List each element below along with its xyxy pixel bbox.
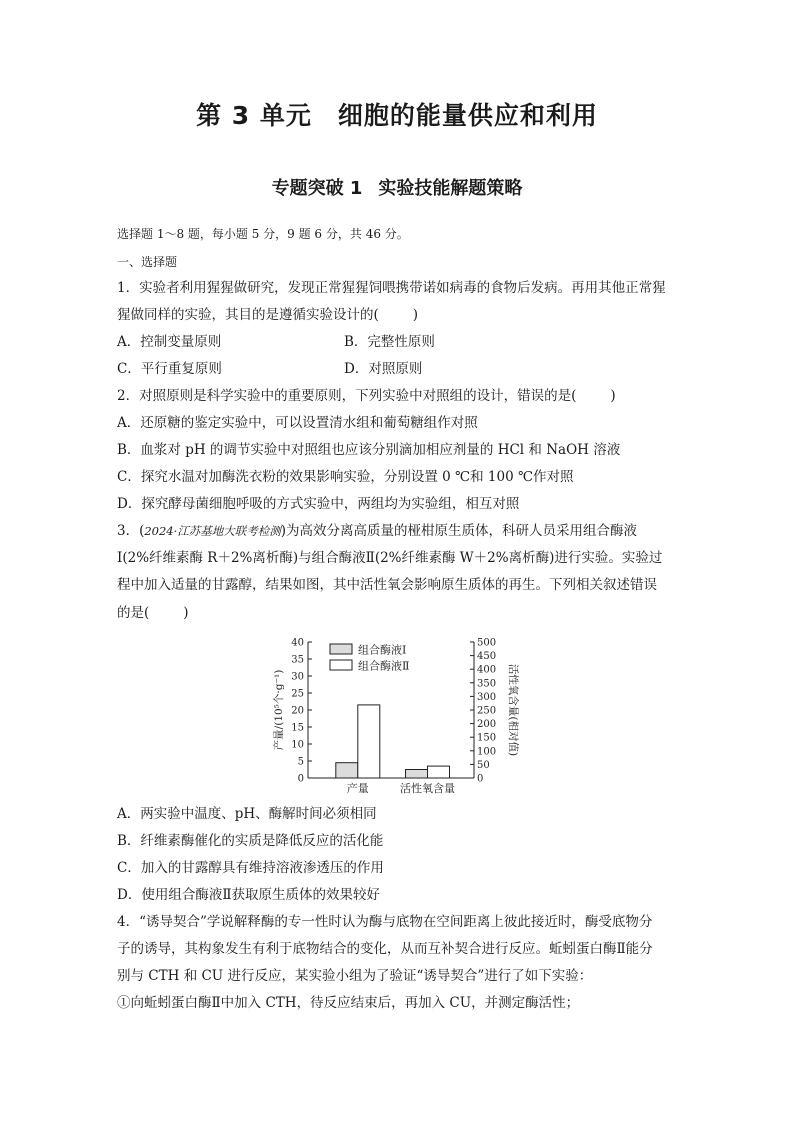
q3-number: 3．( (117, 523, 145, 539)
bar (428, 766, 450, 778)
q2-stem (117, 386, 616, 406)
topic-label: 专题突破 1 (271, 178, 363, 199)
bar (336, 763, 358, 778)
q3-stem-line3: 程中加入适量的甘露醇，结果如图，其中活性氧会影响原生质体的再生。下列相关叙述错误 (117, 577, 657, 593)
right-tick-label: 450 (477, 651, 497, 663)
q4-stem-line3: 别与 CTH 和 CU 进行反应，某实验小组为了验证“诱导契合”进行了如下实验： (117, 968, 593, 984)
left-tick-label: 15 (291, 722, 304, 734)
q2-option-d: D．探究酵母菌细胞呼吸的方式实验中，两组均为实验组，相互对照 (117, 496, 520, 512)
right-tick-label: 250 (477, 705, 497, 717)
left-tick-label: 5 (297, 756, 304, 768)
q2-paren-close: ) (610, 388, 616, 404)
bar-chart (266, 630, 536, 800)
bar (406, 770, 428, 779)
legend-swatch (330, 660, 352, 670)
legend-swatch (330, 644, 352, 654)
q3-paren-close: ) (183, 605, 189, 621)
right-tick-label: 100 (477, 746, 497, 758)
q3-option-a: A．两实验中温度、pH、酶解时间必须相同 (117, 806, 377, 822)
q3-stem-line2: Ⅰ(2%纤维素酶 R＋2%离析酶)与组合酶液Ⅱ(2%纤维素酶 W＋2%离析酶)进行实验。实验过 (117, 550, 663, 566)
category-label: 产量 (346, 782, 369, 795)
q1-option-a: A．控制变量原则 (117, 334, 222, 350)
left-tick-label: 0 (297, 773, 304, 785)
q2-stem-text: 2．对照原则是科学实验中的重要原则，下列实验中对照组的设计，错误的是( (117, 388, 577, 404)
right-tick-label: 50 (477, 759, 490, 771)
right-tick-label: 400 (477, 664, 497, 676)
legend-label: 组合酶液Ⅰ (358, 643, 407, 657)
instructions: 选择题 1～8 题，每小题 5 分，9 题 6 分，共 46 分。 (117, 227, 409, 241)
q1-stem-text: 猩做同样的实验，其目的是遵循实验设计的( (117, 307, 379, 323)
left-tick-label: 40 (291, 637, 304, 649)
right-axis-label: 活性氧含量(相对值) (507, 663, 519, 757)
q2-option-c: C．探究水温对加酶洗衣粉的效果影响实验，分别设置 0 ℃和 100 ℃作对照 (117, 469, 574, 485)
page-title (0, 96, 794, 132)
left-tick-label: 10 (291, 739, 304, 751)
q3-stem-text: )为高效分离高质量的桠柑原生质体，科研人员采用组合酶液 (280, 523, 638, 539)
right-tick-label: 350 (477, 678, 497, 690)
right-tick-label: 300 (477, 691, 497, 703)
q1-stem-line2 (117, 305, 418, 325)
q1-stem-line1: 1．实验者利用猩猩做研究，发现正常猩猩饲喂携带诺如病毒的食物后发病。再用其他正常猩 (117, 280, 666, 296)
right-tick-label: 200 (477, 719, 497, 731)
right-tick-label: 0 (477, 773, 484, 785)
unit-name: 细胞的能量供应和利用 (337, 101, 598, 130)
right-tick-label: 150 (477, 732, 497, 744)
q2-option-a: A．还原糖的鉴定实验中，可以设置清水组和葡萄糖组作对照 (117, 415, 478, 431)
q3-stem-line4 (117, 603, 189, 623)
section-title (0, 174, 794, 200)
q2-option-b: B．血浆对 pH 的调节实验中对照组也应该分别滴加相应剂量的 HCl 和 NaOH 溶液 (117, 442, 621, 458)
q1-option-b: B．完整性原则 (344, 334, 435, 350)
left-tick-label: 25 (291, 688, 304, 700)
q3-option-d: D．使用组合酶液Ⅱ获取原生质体的效果较好 (117, 887, 380, 903)
left-axis-label: 产量/(10⁵个·g⁻¹) (273, 669, 285, 751)
q3-stem-text-end: 的是( (117, 605, 150, 621)
left-tick-label: 20 (291, 705, 304, 717)
q1-option-d: D．对照原则 (344, 361, 423, 377)
bar (358, 705, 380, 778)
q1-option-c: C．平行重复原则 (117, 361, 222, 377)
topic-name: 实验技能解题策略 (378, 178, 523, 199)
left-tick-label: 30 (291, 671, 304, 683)
q3-stem-line1 (117, 521, 637, 541)
q3-option-b: B．纤维素酶催化的实质是降低反应的活化能 (117, 833, 384, 849)
unit-label: 第 3 单元 (196, 101, 312, 130)
q4-stem-line4: ①向蚯蚓蛋白酶Ⅱ中加入 CTH，待反应结束后，再加入 CU，并测定酶活性； (117, 995, 580, 1011)
q1-paren-close: ) (412, 307, 419, 323)
legend-label: 组合酶液Ⅱ (358, 659, 410, 673)
q4-stem-line2: 子的诱导，其构象发生有利于底物结合的变化，从而互补契合进行反应。蚯蚓蛋白酶Ⅱ能分 (117, 941, 653, 957)
q4-stem-line1: 4．“诱导契合”学说解释酶的专一性时认为酶与底物在空间距离上彼此接近时，酶受底物分 (117, 914, 653, 930)
q3-source: 2024·江苏基地大联考检测 (144, 524, 281, 538)
left-tick-label: 35 (291, 654, 304, 666)
section-heading: 一、选择题 (117, 255, 178, 269)
right-tick-label: 500 (477, 637, 497, 649)
q3-option-c: C．加入的甘露醇具有维持溶液渗透压的作用 (117, 860, 384, 876)
category-label: 活性氧含量 (400, 782, 456, 795)
